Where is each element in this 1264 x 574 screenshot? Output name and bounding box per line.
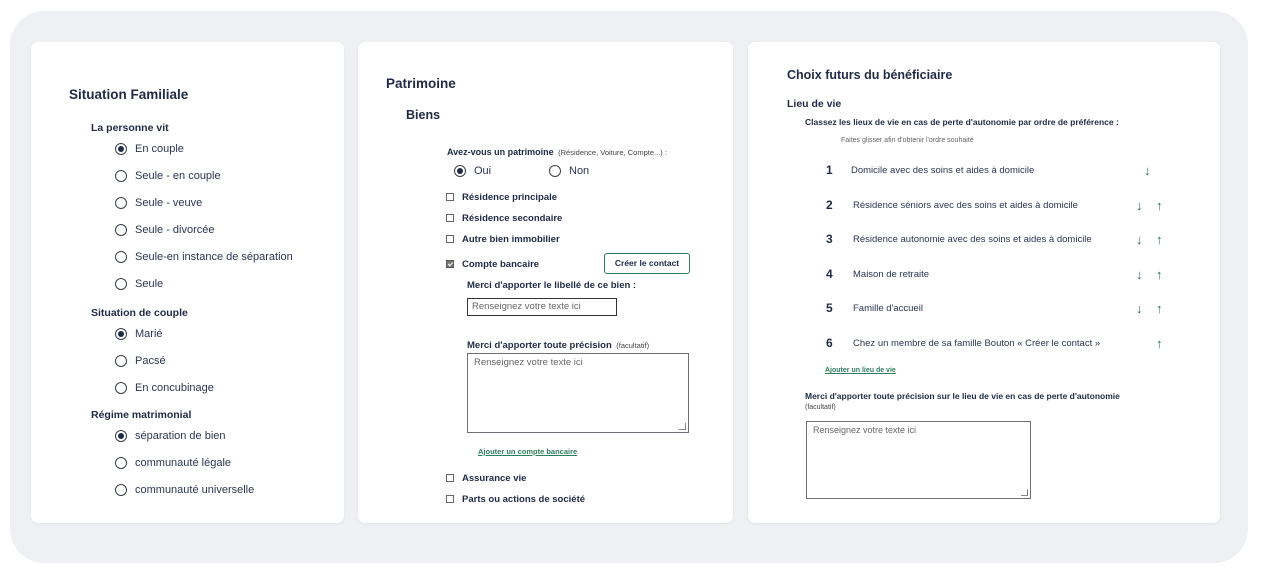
lieu-precision-placeholder: Renseignez votre texte ici [813,425,917,435]
radio-icon[interactable] [115,328,127,340]
preference-item[interactable] [823,267,1173,283]
radio-icon[interactable] [115,355,127,367]
add-account-link[interactable]: Ajouter un compte bancaire [478,447,578,456]
checkbox-icon[interactable] [446,193,454,201]
preference-rank: 4 [826,267,833,281]
radio-icon[interactable] [115,224,127,236]
preference-label: Famille d'accueil [853,303,923,314]
personne-option[interactable] [115,251,293,263]
couple-label: Situation de couple [91,307,188,319]
checkbox-label: Parts ou actions de société [462,494,586,505]
personne-option[interactable] [115,278,163,290]
personne-option[interactable] [115,143,184,155]
move-up-icon[interactable]: ↑ [1156,232,1163,247]
couple-option-label: Pacsé [135,355,166,367]
checkbox-label: Résidence secondaire [462,213,563,224]
couple-option[interactable] [115,328,163,340]
move-down-icon[interactable]: ↓ [1144,163,1151,178]
radio-oui-label: Oui [474,165,492,177]
regime-option[interactable] [115,457,231,469]
couple-option-label: Marié [135,328,163,340]
preference-label: Résidence séniors avec des soins et aides à domicile [853,200,1078,211]
drag-hint: Faites glisser afin d'obtenir l'ordre souhaité [841,137,974,144]
precision-textarea[interactable] [467,353,689,433]
move-up-icon[interactable]: ↑ [1156,336,1163,351]
add-lieu-link[interactable]: Ajouter un lieu de vie [825,367,896,374]
personne-option-label: Seule-en instance de séparation [135,251,293,263]
preference-rank: 6 [826,336,833,350]
checkbox-icon[interactable] [446,495,454,503]
personne-option-label: Seule - veuve [135,197,203,209]
radio-icon[interactable] [115,457,127,469]
checkbox-residence-secondaire[interactable] [446,213,562,224]
biens-title: Biens [406,108,441,122]
checkbox-icon[interactable] [446,474,454,482]
move-down-icon[interactable]: ↓ [1136,267,1143,282]
personne-option[interactable] [115,197,202,209]
checkbox-label: Compte bancaire [462,259,540,270]
checkbox-label: Assurance vie [462,473,527,484]
patrimoine-title: Patrimoine [386,76,456,91]
checkbox-checked-icon[interactable] [446,260,454,268]
preference-item[interactable] [823,336,1173,352]
radio-non-label: Non [569,165,590,177]
move-down-icon[interactable]: ↓ [1136,232,1143,247]
question-hint: (Résidence, Voiture, Compte...) : [558,148,667,157]
radio-non[interactable] [549,165,589,177]
personne-option-label: Seule - en couple [135,170,221,182]
radio-icon[interactable] [115,197,127,209]
regime-option[interactable] [115,484,254,496]
checkbox-residence-principale[interactable] [446,192,557,203]
checkbox-label: Autre bien immobilier [462,234,560,245]
preference-rank: 5 [826,301,833,315]
lieu-de-vie-title: Lieu de vie [787,98,842,110]
regime-option[interactable] [115,430,226,442]
preference-label: Maison de retraite [853,269,930,280]
question-text: Avez-vous un patrimoine [447,147,554,157]
checkbox-assurance-vie[interactable] [446,473,526,484]
move-up-icon[interactable]: ↑ [1156,198,1163,213]
personne-option-label: En couple [135,143,184,155]
radio-icon[interactable] [115,430,127,442]
libelle-label: Merci d'apporter le libellé de ce bien : [467,280,637,291]
personne-option[interactable] [115,170,221,182]
preference-item[interactable] [823,301,1173,317]
radio-icon[interactable] [115,251,127,263]
checkbox-icon[interactable] [446,235,454,243]
choix-futurs-card [748,42,1220,523]
ranking-instruction: Classez les lieux de vie en cas de perte d'autonomie par ordre de préférence : [805,117,1119,127]
preference-rank: 2 [826,198,833,212]
radio-icon[interactable] [115,382,127,394]
preference-label: Chez un membre de sa famille Bouton « Créer le contact » [853,338,1101,349]
preference-item[interactable] [823,232,1173,248]
couple-option[interactable] [115,382,214,394]
precision-text: Merci d'apporter toute précision [467,340,612,351]
personne-option-label: Seule - divorcée [135,224,215,236]
preference-label: Domicile avec des soins et aides à domicile [851,165,1035,176]
checkbox-label: Résidence principale [462,192,558,203]
radio-icon[interactable] [115,278,127,290]
checkbox-icon[interactable] [446,214,454,222]
preference-item[interactable] [823,163,1173,179]
precision-placeholder: Renseignez votre texte ici [474,357,583,368]
checkbox-compte-bancaire[interactable] [446,259,539,270]
patrimoine-question [447,142,667,160]
preference-label: Résidence autonomie avec des soins et aides à domicile [853,234,1092,245]
couple-option-label: En concubinage [135,382,214,394]
radio-icon[interactable] [115,170,127,182]
regime-option-label: communauté légale [135,457,232,469]
situation-title: Situation Familiale [69,87,189,102]
checkbox-autre-bien[interactable] [446,234,560,245]
resize-handle-icon[interactable] [1021,489,1028,496]
regime-label: Régime matrimonial [91,409,192,421]
situation-familiale-card [31,42,344,523]
checkbox-parts-actions[interactable] [446,494,585,505]
move-down-icon[interactable]: ↓ [1136,198,1143,213]
preference-rank: 1 [826,163,833,177]
move-up-icon[interactable]: ↑ [1156,301,1163,316]
move-down-icon[interactable]: ↓ [1136,301,1143,316]
lieu-precision-label: Merci d'apporter toute précision sur le lieu de vie en cas de perte d'autonomie [805,391,1120,401]
personne-vit-label: La personne vit [91,122,169,134]
lieu-precision-optional: (facultatif) [805,404,836,411]
create-contact-button[interactable]: Créer le contact [604,253,690,274]
radio-oui[interactable] [454,165,491,177]
radio-non-icon[interactable] [549,165,561,177]
patrimoine-card [358,42,733,523]
radio-oui-icon[interactable] [454,165,466,177]
personne-option-label: Seule [135,278,164,290]
couple-option[interactable] [115,355,166,367]
lieu-precision-textarea[interactable] [806,421,1031,499]
regime-option-label: communauté universelle [135,484,255,496]
precision-label [467,335,649,353]
resize-handle-icon[interactable] [679,423,686,430]
radio-icon[interactable] [115,484,127,496]
radio-icon[interactable] [115,143,127,155]
libelle-input[interactable]: Renseignez votre texte ici [467,298,617,316]
choix-title: Choix futurs du bénéficiaire [787,68,953,82]
preference-rank: 3 [826,232,833,246]
preference-item[interactable] [823,198,1173,214]
precision-optional: (facultatif) [616,341,650,350]
move-up-icon[interactable]: ↑ [1156,267,1163,282]
regime-option-label: séparation de bien [135,430,226,442]
personne-option[interactable] [115,224,215,236]
